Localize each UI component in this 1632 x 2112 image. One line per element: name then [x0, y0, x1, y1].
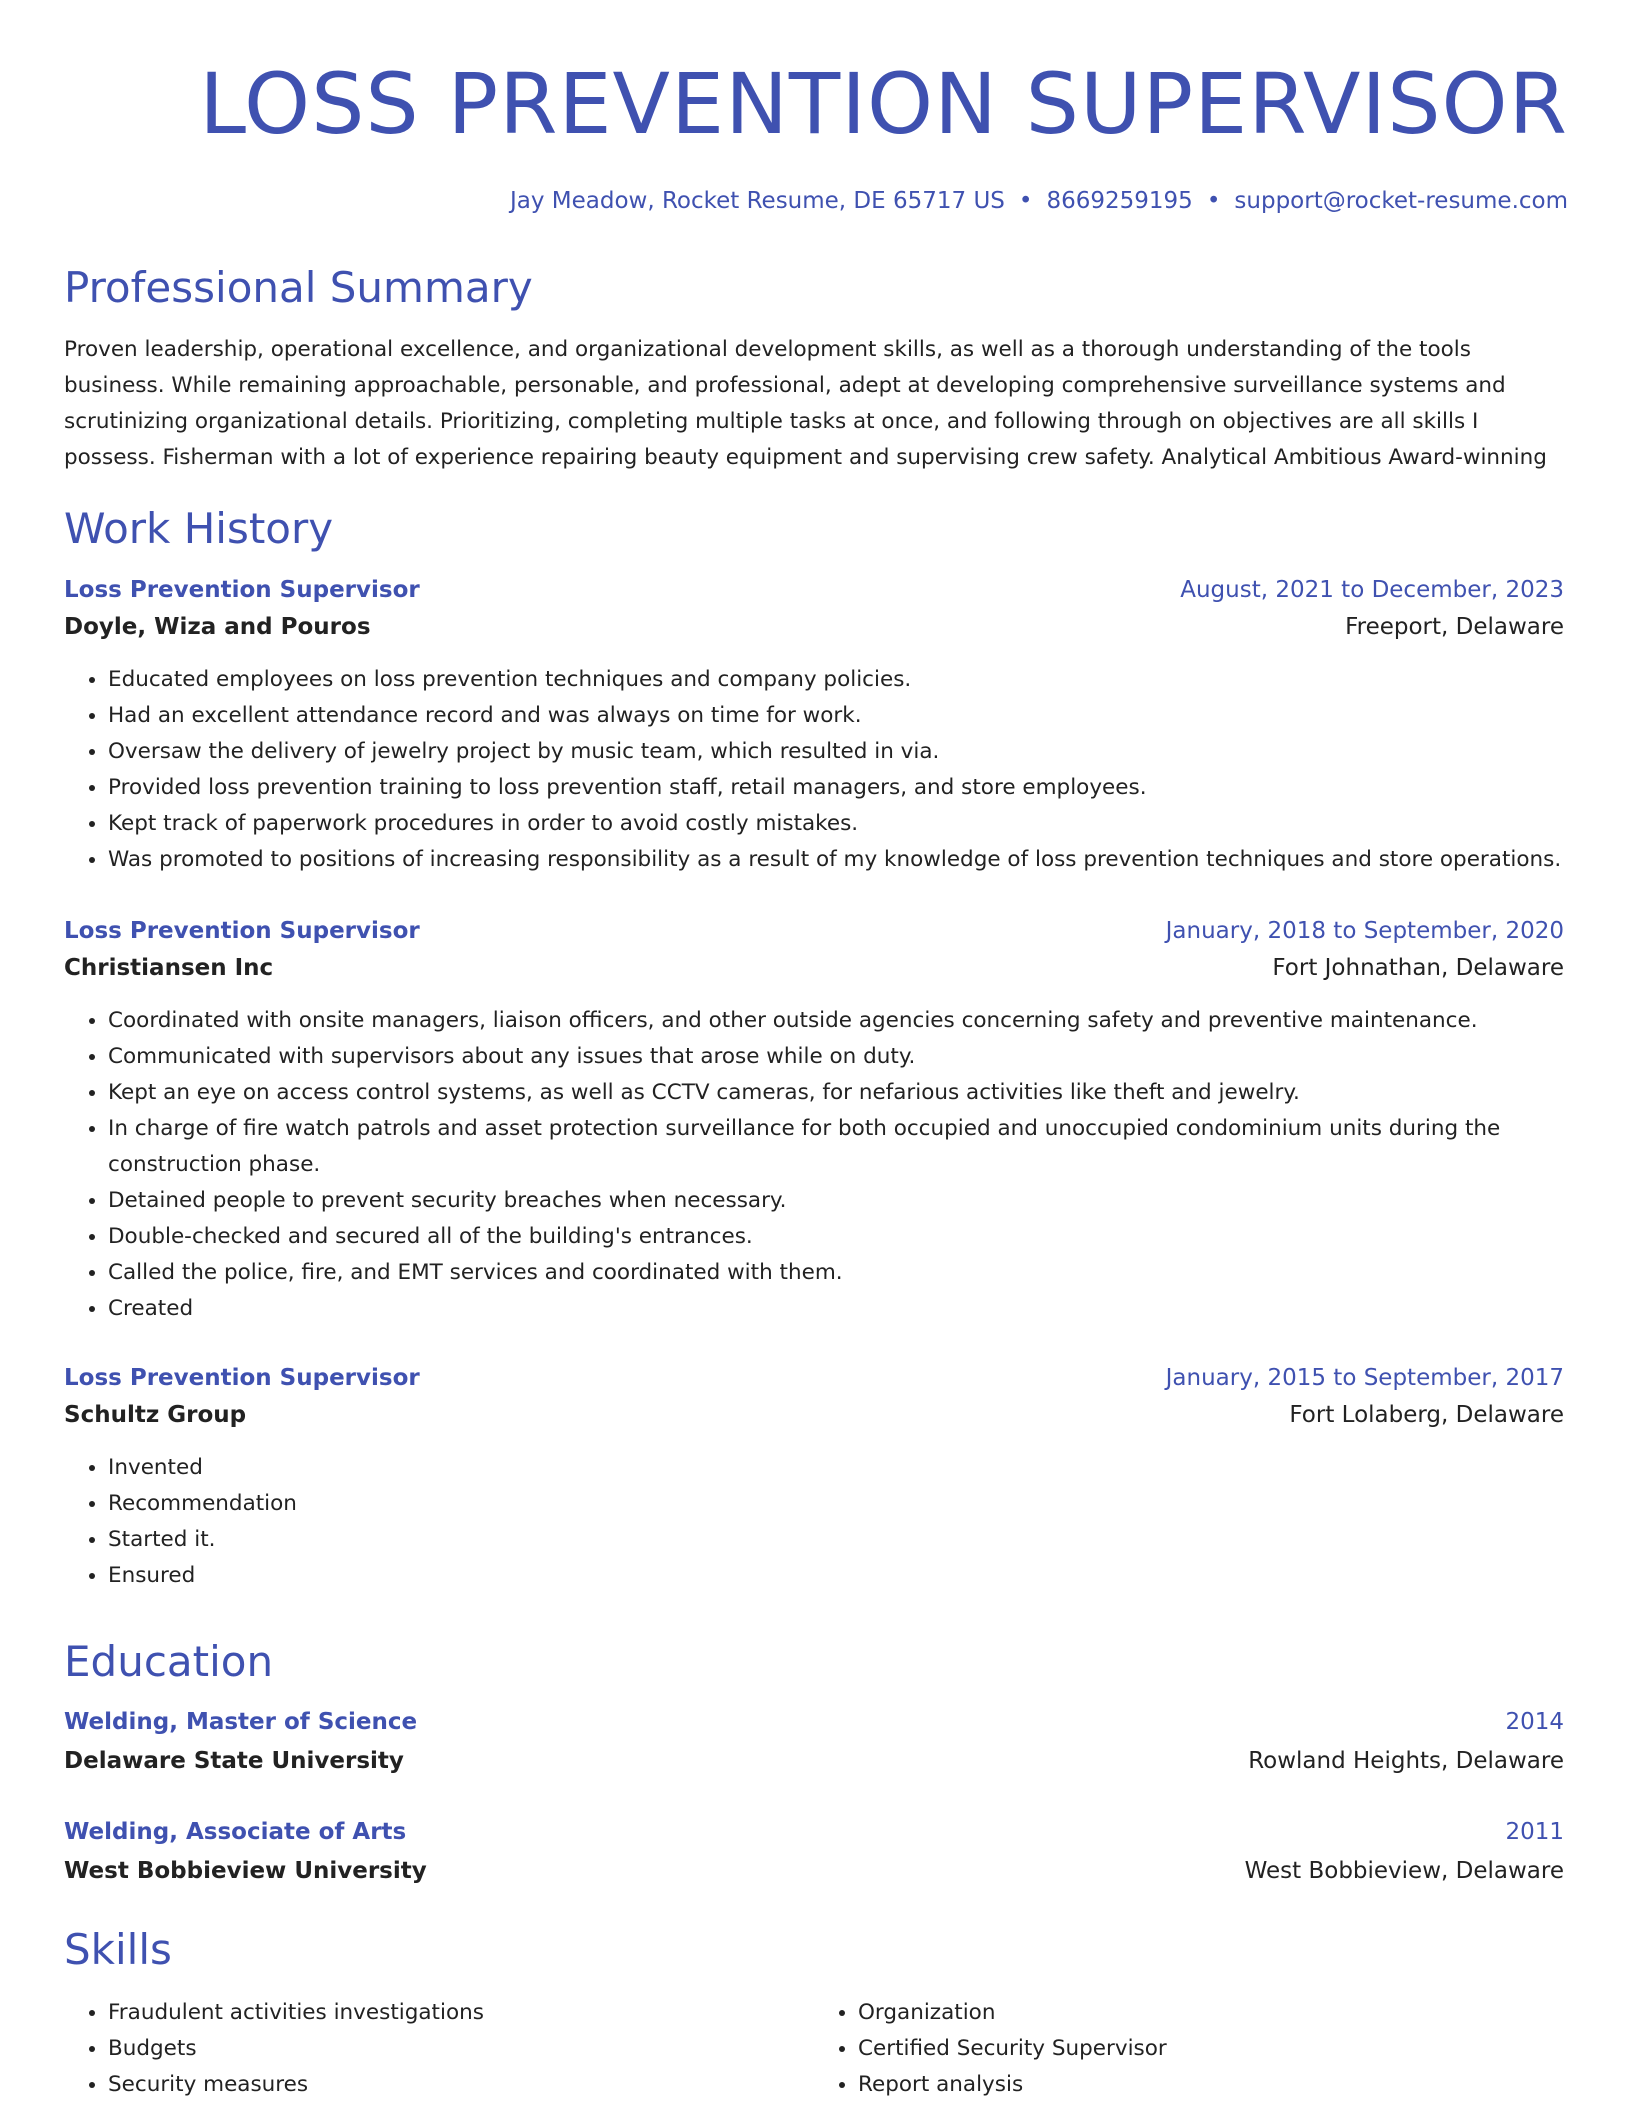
graduation-year: 2011	[1505, 1819, 1564, 1845]
contact-phone: 8669259195	[1046, 188, 1193, 214]
list-item: • Oversaw the delivery of jewelry project by music team, which resulted in via.	[108, 734, 1564, 770]
list-item: • Invented	[108, 1450, 1564, 1486]
graduation-year: 2014	[1505, 1709, 1564, 1735]
education-section	[64, 1636, 1564, 1688]
list-item: • Coordinated with onsite managers, liaison officers, and other outside agencies concerning safety and preventive maintenance.	[108, 1003, 1564, 1039]
degree: Welding, Master of Science	[64, 1709, 418, 1735]
education-entry	[64, 1814, 1564, 1890]
contact-email: support@rocket-resume.com	[1234, 188, 1568, 214]
skills-section	[64, 1924, 1564, 1976]
summary-text: Proven leadership, operational excellence, and organizational development skills, as well as a thorough understanding of the tools business. While remaining approachable, personable, and professional, adept at developing comprehensive surveillance systems and scrutinizing organizational details. Prioritizing, completing multiple tasks at once, and following through on objectives are all skills I possess. Fisherman with a lot of experience repairing beauty equipment and supervising crew safety. Analytical Ambitious Award-winning	[64, 337, 1547, 470]
list-item: • Detained people to prevent security breaches when necessary.	[108, 1183, 1564, 1219]
job-title: Loss Prevention Supervisor	[64, 1365, 420, 1391]
summary-section	[64, 262, 1564, 476]
skills-heading: Skills	[64, 1925, 172, 1974]
degree: Welding, Associate of Arts	[64, 1819, 407, 1845]
job-company: Christiansen Inc	[64, 955, 274, 981]
list-item: • Created	[108, 1291, 1564, 1327]
school-location: Rowland Heights, Delaware	[1248, 1748, 1564, 1774]
list-item: • Kept an eye on access control systems, as well as CCTV cameras, for nefarious activities like theft and jewelry.	[108, 1075, 1564, 1111]
job-company: Doyle, Wiza and Pouros	[64, 614, 371, 640]
contact-line	[64, 186, 1568, 216]
job-entry	[64, 1360, 1564, 1594]
skills-column-right	[814, 1995, 1564, 2103]
work-history-section	[64, 503, 1564, 555]
skill-item: • Security measures	[108, 2067, 814, 2103]
candidate-title: LOSS PREVENTION SUPERVISOR	[199, 55, 1568, 153]
list-item: • Was promoted to positions of increasing responsibility as a result of my knowledge of loss prevention techniques and store operations.	[108, 842, 1564, 878]
list-item: • Double-checked and secured all of the building's entrances.	[108, 1219, 1564, 1255]
job-dates: August, 2021 to December, 2023	[1180, 577, 1564, 603]
skills-column-left	[64, 1995, 814, 2103]
list-item: • Recommendation	[108, 1486, 1564, 1522]
job-entry	[64, 913, 1564, 1327]
job-location: Freeport, Delaware	[1345, 614, 1564, 640]
job-title: Loss Prevention Supervisor	[64, 918, 420, 944]
skills-list	[64, 1995, 1564, 2103]
job-title: Loss Prevention Supervisor	[64, 577, 420, 603]
skill-item: • Certified Security Supervisor	[858, 2031, 1564, 2067]
list-item: • Ensured	[108, 1558, 1564, 1594]
contact-address: Jay Meadow, Rocket Resume, DE 65717 US	[509, 188, 1005, 214]
contact-separator: •	[1206, 188, 1221, 214]
job-dates: January, 2015 to September, 2017	[1165, 1365, 1564, 1391]
job-location: Fort Lolaberg, Delaware	[1289, 1402, 1564, 1428]
job-entry	[64, 572, 1564, 878]
school-location: West Bobbieview, Delaware	[1244, 1858, 1564, 1884]
summary-heading: Professional Summary	[64, 263, 533, 312]
education-entry	[64, 1704, 1564, 1780]
job-bullets	[64, 662, 1564, 878]
list-item: • Started it.	[108, 1522, 1564, 1558]
education-heading: Education	[64, 1637, 274, 1686]
job-bullets	[64, 1450, 1564, 1594]
skill-item: • Report analysis	[858, 2067, 1564, 2103]
list-item: • In charge of fire watch patrols and asset protection surveillance for both occupied and unoccupied condominium units during the construction phase.	[108, 1111, 1564, 1183]
job-dates: January, 2018 to September, 2020	[1165, 918, 1564, 944]
list-item: • Communicated with supervisors about any issues that arose while on duty.	[108, 1039, 1564, 1075]
job-company: Schultz Group	[64, 1402, 247, 1428]
list-item: • Educated employees on loss prevention techniques and company policies.	[108, 662, 1564, 698]
list-item: • Called the police, fire, and EMT services and coordinated with them.	[108, 1255, 1564, 1291]
list-item: • Had an excellent attendance record and was always on time for work.	[108, 698, 1564, 734]
skill-item: • Organization	[858, 1995, 1564, 2031]
job-location: Fort Johnathan, Delaware	[1272, 955, 1564, 981]
list-item: • Provided loss prevention training to loss prevention staff, retail managers, and store employees.	[108, 770, 1564, 806]
work-history-heading: Work History	[64, 504, 334, 553]
list-item: • Kept track of paperwork procedures in order to avoid costly mistakes.	[108, 806, 1564, 842]
school-name: Delaware State University	[64, 1748, 404, 1774]
job-bullets	[64, 1003, 1564, 1327]
skill-item: • Budgets	[108, 2031, 814, 2067]
skill-item: • Fraudulent activities investigations	[108, 1995, 814, 2031]
school-name: West Bobbieview University	[64, 1858, 427, 1884]
contact-separator: •	[1018, 188, 1033, 214]
